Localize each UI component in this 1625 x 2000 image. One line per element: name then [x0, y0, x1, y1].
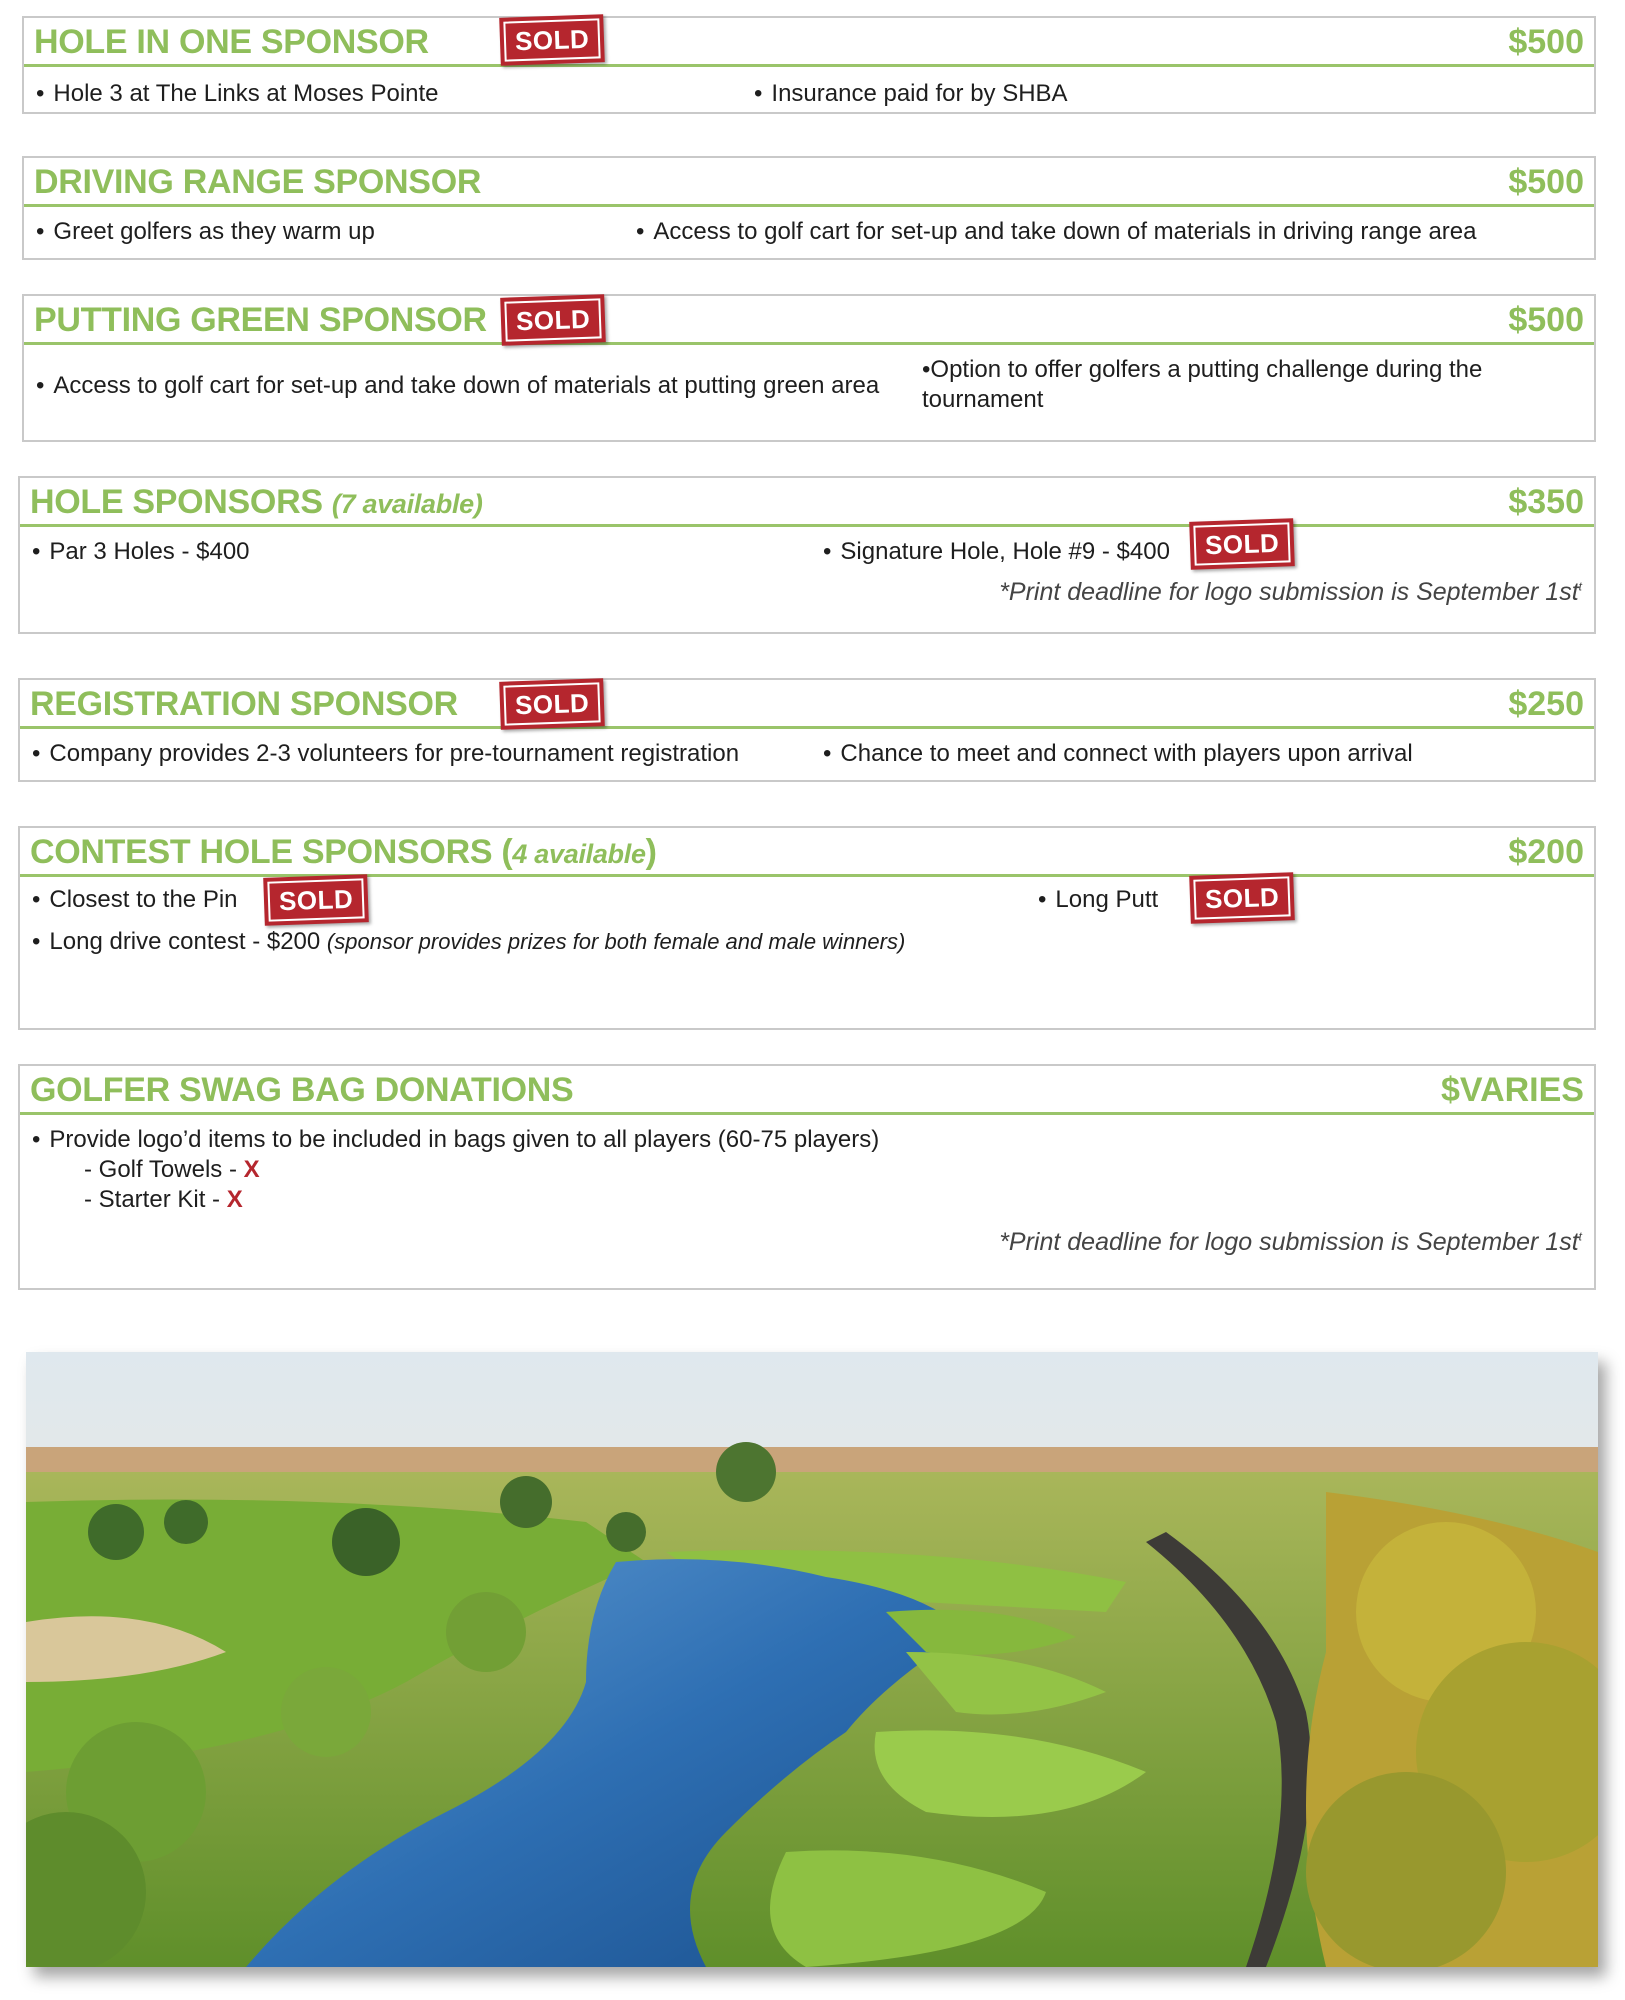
section-header	[20, 478, 1594, 527]
section-title: PUTTING GREEN SPONSOR	[34, 301, 487, 339]
section-header	[20, 828, 1594, 877]
sold-stamp: SOLD	[1189, 518, 1295, 570]
list-item: • Insurance paid for by SHBA	[754, 80, 1068, 107]
list-item: • Closest to the Pin	[32, 886, 238, 913]
unavailable-x-mark: X	[243, 1156, 260, 1183]
registration-section	[18, 678, 1596, 782]
section-price: $250	[1508, 685, 1584, 723]
sold-stamp: SOLD	[499, 678, 605, 730]
section-price: $VARIES	[1441, 1071, 1584, 1109]
print-deadline-note: *Print deadline for logo submission is September $1st^t$	[999, 1228, 1582, 1256]
list-item: • Chance to meet and connect with players upon arrival	[823, 740, 1413, 767]
section-price: $350	[1508, 483, 1584, 521]
sold-stamp: SOLD	[500, 294, 606, 346]
list-item: • Access to golf cart for set-up and take down of materials at putting green area	[36, 372, 880, 399]
sub-item-golf-towels: - Golf Towels - X	[84, 1156, 260, 1183]
sub-item-starter-kit: - Starter Kit - X	[84, 1186, 243, 1213]
section-price: $500	[1508, 301, 1584, 339]
section-header	[20, 1066, 1594, 1115]
sold-stamp: SOLD	[1189, 872, 1295, 924]
section-header	[24, 158, 1594, 207]
driving-range-section	[22, 156, 1596, 260]
list-item: • Par 3 Holes - $400	[32, 538, 250, 565]
sold-stamp: SOLD	[499, 14, 605, 66]
print-deadline-note: *Print deadline for logo submission is September $1st^t$	[999, 578, 1582, 606]
section-title: HOLE IN ONE SPONSOR	[34, 23, 429, 61]
section-title: REGISTRATION SPONSOR	[30, 685, 458, 723]
list-item: • Long Putt	[1038, 886, 1159, 913]
section-header	[24, 296, 1594, 345]
section-title: DRIVING RANGE SPONSOR	[34, 163, 482, 201]
list-item-continued: tournament	[922, 386, 1044, 413]
swag-bag-section	[18, 1064, 1596, 1290]
list-item: • Greet golfers as they warm up	[36, 218, 375, 245]
list-item: • Provide logo’d items to be included in bags given to all players (60-75 players)	[32, 1126, 880, 1153]
hole-in-one-section	[22, 16, 1596, 114]
section-price: $500	[1508, 163, 1584, 201]
section-title: HOLE SPONSORS (7 available)	[30, 483, 483, 521]
list-item: • Access to golf cart for set-up and take down of materials in driving range area	[636, 218, 1477, 245]
contest-hole-section	[18, 826, 1596, 1030]
list-item: •Option to offer golfers a putting challenge during the	[922, 356, 1483, 383]
section-title: GOLFER SWAG BAG DONATIONS	[30, 1071, 574, 1109]
section-header	[24, 18, 1594, 67]
hole-sponsors-section	[18, 476, 1596, 634]
golf-course-photo	[26, 1352, 1598, 1967]
section-title: CONTEST HOLE SPONSORS (4 available)	[30, 833, 657, 871]
list-item: • Signature Hole, Hole #9 - $400	[823, 538, 1170, 565]
list-item: • Long drive contest - $200 (sponsor provides prizes for both female and male winners)	[32, 928, 906, 955]
section-subtitle: (7 available)	[331, 489, 483, 519]
putting-green-section	[22, 294, 1596, 442]
sold-stamp: SOLD	[263, 874, 369, 926]
list-item: • Hole 3 at The Links at Moses Pointe	[36, 80, 439, 107]
section-price: $200	[1508, 833, 1584, 871]
section-price: $500	[1508, 23, 1584, 61]
list-item: • Company provides 2-3 volunteers for pre-tournament registration	[32, 740, 740, 767]
section-header	[20, 680, 1594, 729]
section-subtitle: 4 available	[512, 839, 646, 869]
item-note: (sponsor provides prizes for both female and male winners)	[326, 929, 906, 954]
unavailable-x-mark: X	[226, 1186, 243, 1213]
